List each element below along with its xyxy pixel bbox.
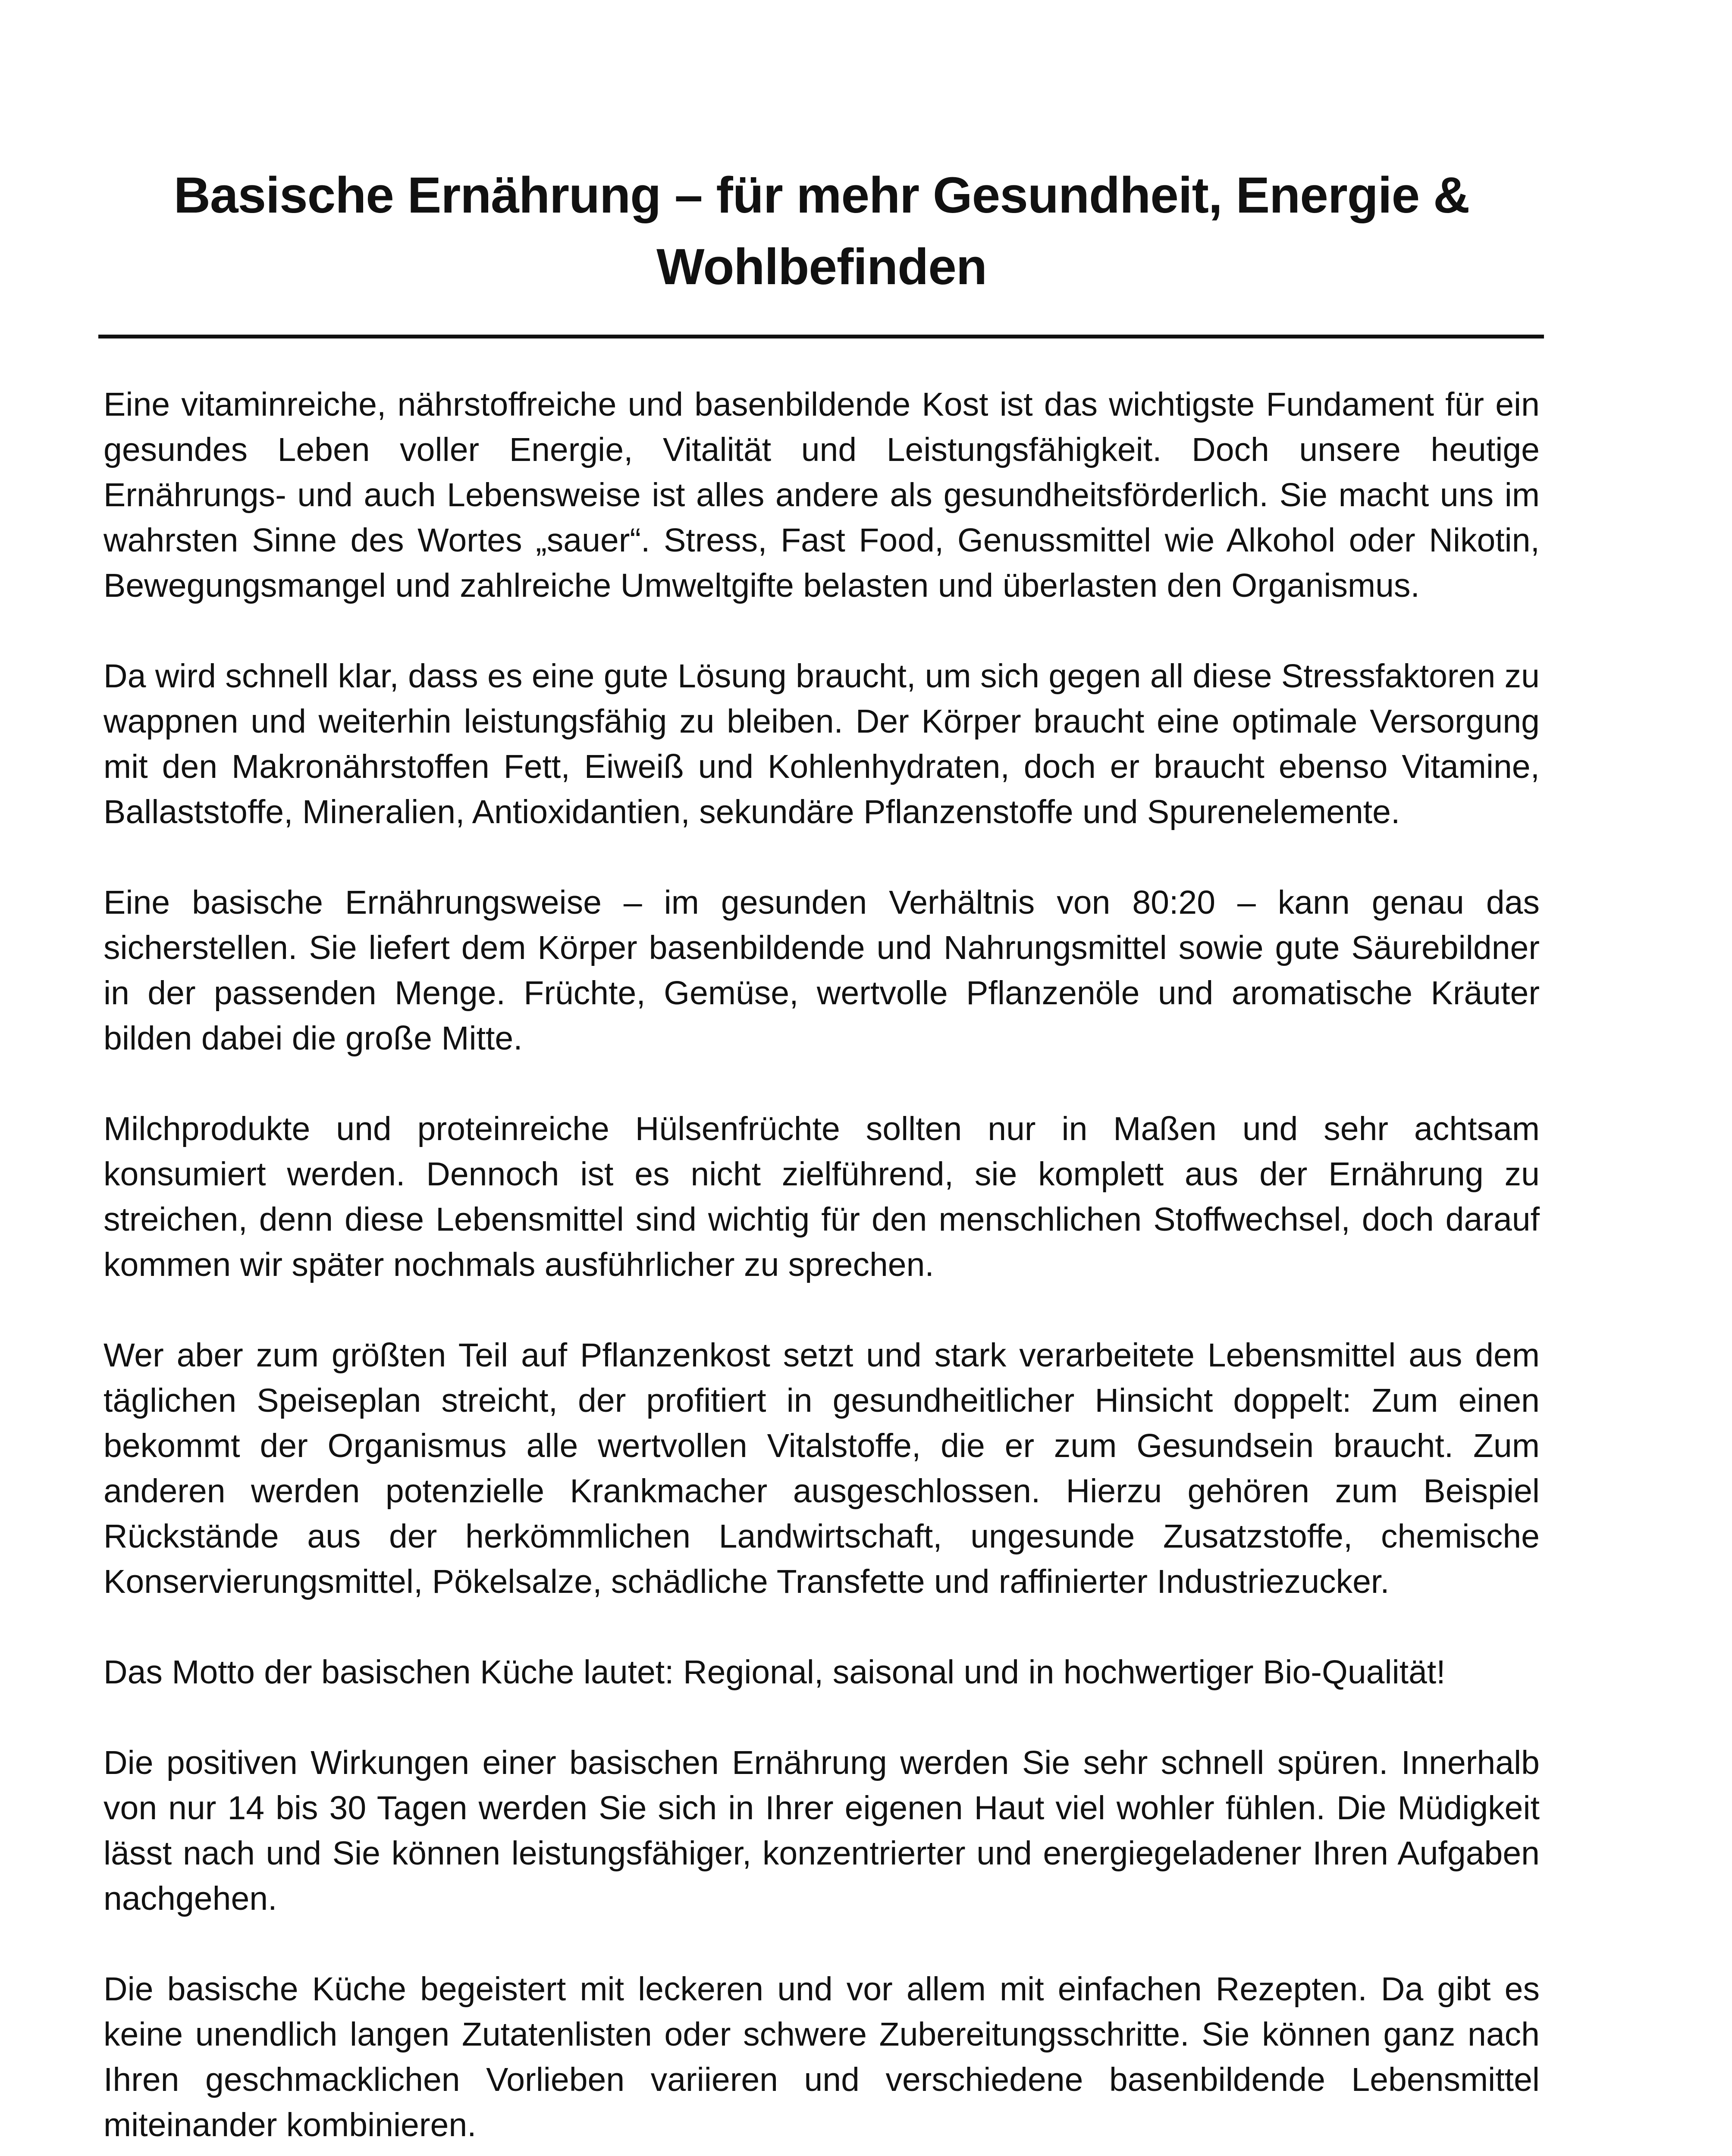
body-text <box>104 382 1540 2156</box>
paragraph-milchprodukte: Milchprodukte und proteinreiche Hülsenfrüchte sollten nur in Maßen und sehr achtsam konsumiert werden. Dennoch ist es nicht zielführend, sie komplett aus der Ernährung zu streichen, denn diese Lebensmittel sind wichtig für den menschlichen Stoffwechsel, doch darauf kommen wir später nochmals ausführlicher zu sprechen. <box>104 1110 1540 1283</box>
paragraph-positive-wirkungen: Die positiven Wirkungen einer basischen Ernährung werden Sie sehr schnell spüren. Innerhalb von nur 14 bis 30 Tagen werden Sie sich in Ihrer eigenen Haut viel wohler fühlen. Die Müdigkeit lässt nach und Sie können leistungsfähiger, konzentrierter und energiegeladener Ihren Aufgaben nachgehen. <box>104 1744 1540 1917</box>
paragraph-basische-ernaehrungsweise: Eine basische Ernährungsweise – im gesunden Verhältnis von 80:20 – kann genau das sicherstellen. Sie liefert dem Körper basenbildende und Nahrungsmittel sowie gute Säurebildner in der passenden Menge. Früchte, Gemüse, wertvolle Pflanzenöle und aromatische Kräuter bilden dabei die große Mitte. <box>104 884 1540 1057</box>
paragraph-pflanzenkost: Wer aber zum größten Teil auf Pflanzenkost setzt und stark verarbeitete Lebensmittel aus dem täglichen Speiseplan streicht, der profitiert in gesundheitlicher Hinsicht doppelt: Zum einen bekommt der Organismus alle wertvollen Vitalstoffe, die er zum Gesundsein braucht. Zum anderen werden potenzielle Krankmacher ausgeschlossen. Hierzu gehören zum Beispiel Rückstände aus der herkömmlichen Landwirtschaft, ungesunde Zusatzstoffe, chemische Konservierungsmittel, Pökelsalze, schädliche Transfette und raffinierter Industriezucker. <box>104 1337 1540 1600</box>
paragraph-basische-kueche: Die basische Küche begeistert mit leckeren und vor allem mit einfachen Rezepten. Da gibt es keine unendlich langen Zutatenlisten oder schwere Zubereitungsschritte. Sie können ganz nach Ihren geschmacklichen Vorlieben variieren und verschiedene basenbildende Lebensmittel miteinander kombinieren. <box>104 1971 1540 2143</box>
page-title: Basische Ernährung – für mehr Gesundheit, Energie & Wohlbefinden <box>173 167 1470 295</box>
paragraph-stressfaktoren: Da wird schnell klar, dass es eine gute Lösung braucht, um sich gegen all diese Stressfaktoren zu wappnen und weiterhin leistungsfähig zu bleiben. Der Körper braucht eine optimale Versorgung mit den Makronährstoffen Fett, Eiweiß und Kohlenhydraten, doch er braucht ebenso Vitamine, Ballaststoffe, Mineralien, Antioxidantien, sekundäre Pflanzenstoffe und Spurenelemente. <box>104 658 1540 830</box>
paragraph-intro: Eine vitaminreiche, nährstoffreiche und basenbildende Kost ist das wichtigste Fundament für ein gesundes Leben voller Energie, Vitalität und Leistungsfähigkeit. Doch unsere heutige Ernährungs- und auch Lebensweise ist alles andere als gesundheitsförderlich. Sie macht uns im wahrsten Sinne des Wortes „sauer“. Stress, Fast Food, Genussmittel wie Alkohol oder Nikotin, Bewegungsmangel und zahlreiche Umweltgifte belasten und überlasten den Organismus. <box>104 386 1540 604</box>
paragraph-motto: Das Motto der basischen Küche lautet: Regional, saisonal und in hochwertiger Bio-Qualität! <box>104 1654 1446 1691</box>
title-divider <box>98 335 1544 338</box>
